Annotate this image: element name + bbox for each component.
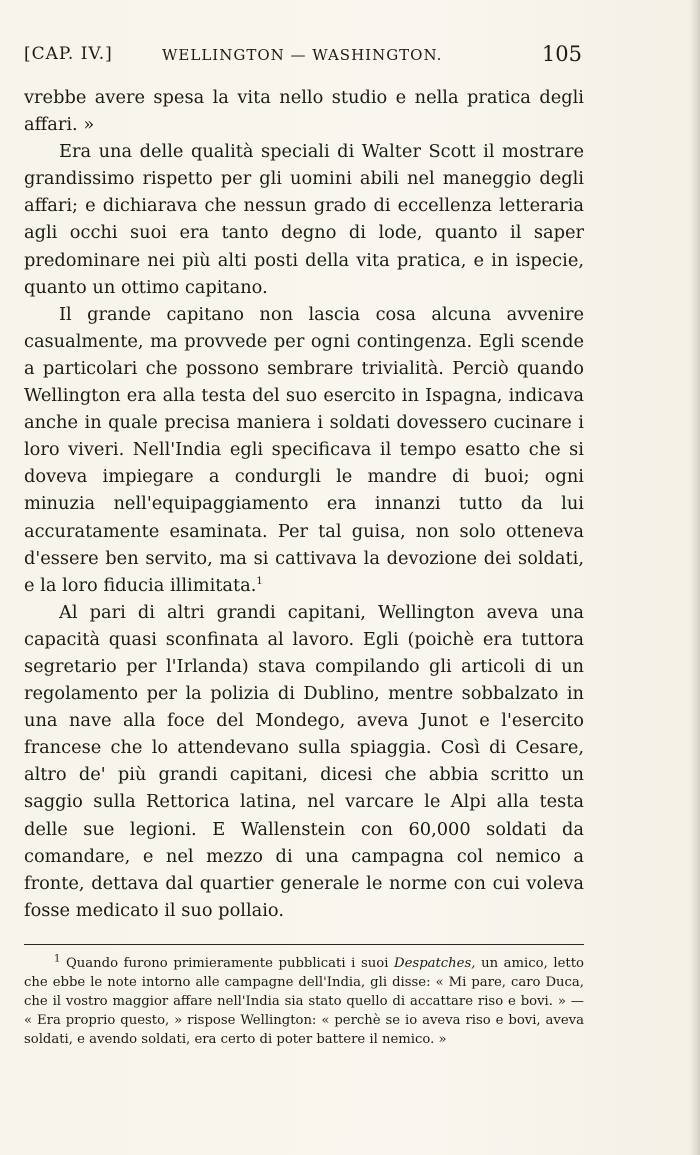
- page-edge-shadow: [690, 0, 700, 1155]
- running-header: [24, 44, 584, 74]
- chapter-label: [CAP. IV.]: [24, 44, 113, 64]
- paragraph-continued: vrebbe avere spesa la vita nello studio e nella pratica degli affari. »: [24, 87, 584, 136]
- footnote-divider: [24, 944, 584, 945]
- page-number: 105: [541, 42, 582, 66]
- paragraph-grande-capitano-text: Il grande capitano non lascia cosa alcuna avvenire casualmente, ma provvede per ogni contingenza. Egli scende a particolari che possono sembrare trivialità. Perciò quando Wellington era alla testa del suo esercito in Ispagna, indicava anche in quale precisa maniera i soldati dovessero cucinare i loro viveri. Nell'India egli specificava il tempo esatto che si doveva impiegare a condurgli le mandre di buoi; ogni minuzia nell'equipaggiamento era innanzi tutto da lui accuratamente esaminata. Per tal guisa, non solo otteneva d'essere ben servito, ma si cattivava la devozione dei soldati, e la loro fiducia illimitata.: [24, 303, 584, 596]
- footnote-title: Despatches,: [394, 956, 476, 971]
- paragraph-walter-scott: Era una delle qualità speciali di Walter Scott il mostrare grandissimo rispetto per gli uomini abili nel maneggio degli affari; e dichiarava che nessun grado di eccellenza letteraria agli occhi suoi era tanto degno di lode, quanto il saper predominare nei più alti posti della vita pratica, e in ispecie, quanto un ottimo capitano.: [24, 141, 584, 298]
- footnote-before-title: Quando furono primieramente pubblicati i suoi: [66, 956, 389, 971]
- running-title: WELLINGTON — WASHINGTON.: [162, 46, 443, 64]
- paragraph-grande-capitano: [24, 301, 584, 599]
- body-text: [24, 84, 584, 924]
- footnote-mark: 1: [54, 953, 61, 965]
- paragraph-capacita-lavoro: Al pari di altri grandi capitani, Wellington aveva una capacità quasi sconfinata al lavoro. Egli (poichè era tuttora segretario per l'Irlanda) stava compilando gli articoli di un regolamento per la polizia di Dublino, mentre sobbalzato in una nave alla foce del Mondego, aveva Junot e l'esercito francese che lo attendevano sulla spiaggia. Così di Cesare, altro de' più grandi capitani, dicesi che abbia scritto un saggio sulla Rettorica latina, nel varcare le Alpi alla testa delle sue legioni. E Wallenstein con 60,000 soldati da comandare, e nel mezzo di una campagna col nemico a fronte, dettava dal quartier generale le norme con cui voleva fosse medicato il suo pollaio.: [24, 601, 584, 921]
- footnote-after-title: un amico, letto che ebbe le note intorno alle campagne dell'India, gli disse: « Mi pare, caro Duca, che il vostro maggior affare nell'India sia stato quello di accattare riso e bovi. » — « Era proprio questo, » rispose Wellington: « perchè se io aveva riso e bovi, aveva soldati, e avendo soldati, era certo di poter battere il nemico. »: [24, 956, 584, 1047]
- footnote-text: [24, 955, 584, 1050]
- footnote: [24, 955, 584, 1050]
- footnote-reference[interactable]: 1: [256, 575, 263, 587]
